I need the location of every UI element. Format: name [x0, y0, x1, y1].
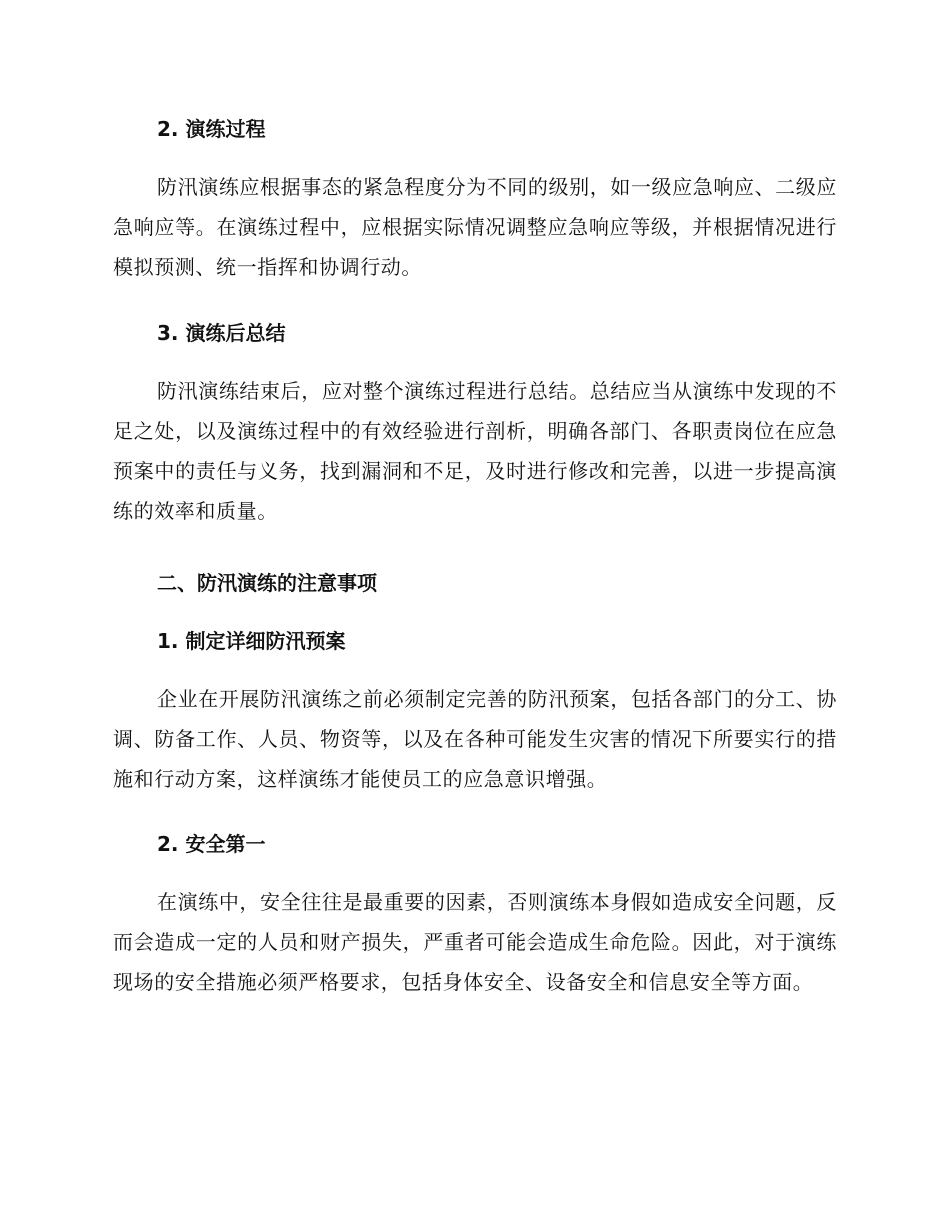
section-heading-detailed-plan: 1. 制定详细防汛预案	[157, 629, 346, 653]
paragraph-safety-first: 在演练中，安全往往是最重要的因素，否则演练本身假如造成安全问题，反而会造成一定的人员和财产损失，严重者可能会造成生命危险。因此，对于演练现场的安全措施必须严格要求，包括身体安全、设备安全和信息安全等方面。	[113, 890, 837, 994]
paragraph-drill-process: 防汛演练应根据事态的紧急程度分为不同的级别，如一级应急响应、二级应急响应等。在演练过程中，应根据实际情况调整应急响应等级，并根据情况进行模拟预测、统一指挥和协调行动。	[113, 175, 837, 279]
section-heading-post-drill-summary: 3. 演练后总结	[157, 321, 286, 345]
paragraph-post-drill-summary: 防汛演练结束后，应对整个演练过程进行总结。总结应当从演练中发现的不足之处，以及演练过程中的有效经验进行剖析，明确各部门、各职责岗位在应急预案中的责任与义务，找到漏洞和不足，及时进行修改和完善，以进一步提高演练的效率和质量。	[113, 379, 837, 523]
chapter-heading-drill-notes: 二、防汛演练的注意事项	[157, 571, 377, 595]
section-heading-drill-process: 2. 演练过程	[157, 117, 266, 141]
paragraph-detailed-plan: 企业在开展防汛演练之前必须制定完善的防汛预案，包括各部门的分工、协调、防备工作、人员、物资等，以及在各种可能发生灾害的情况下所要实行的措施和行动方案，这样演练才能使员工的应急意识增强。	[113, 687, 837, 791]
section-heading-safety-first: 2. 安全第一	[157, 832, 266, 856]
